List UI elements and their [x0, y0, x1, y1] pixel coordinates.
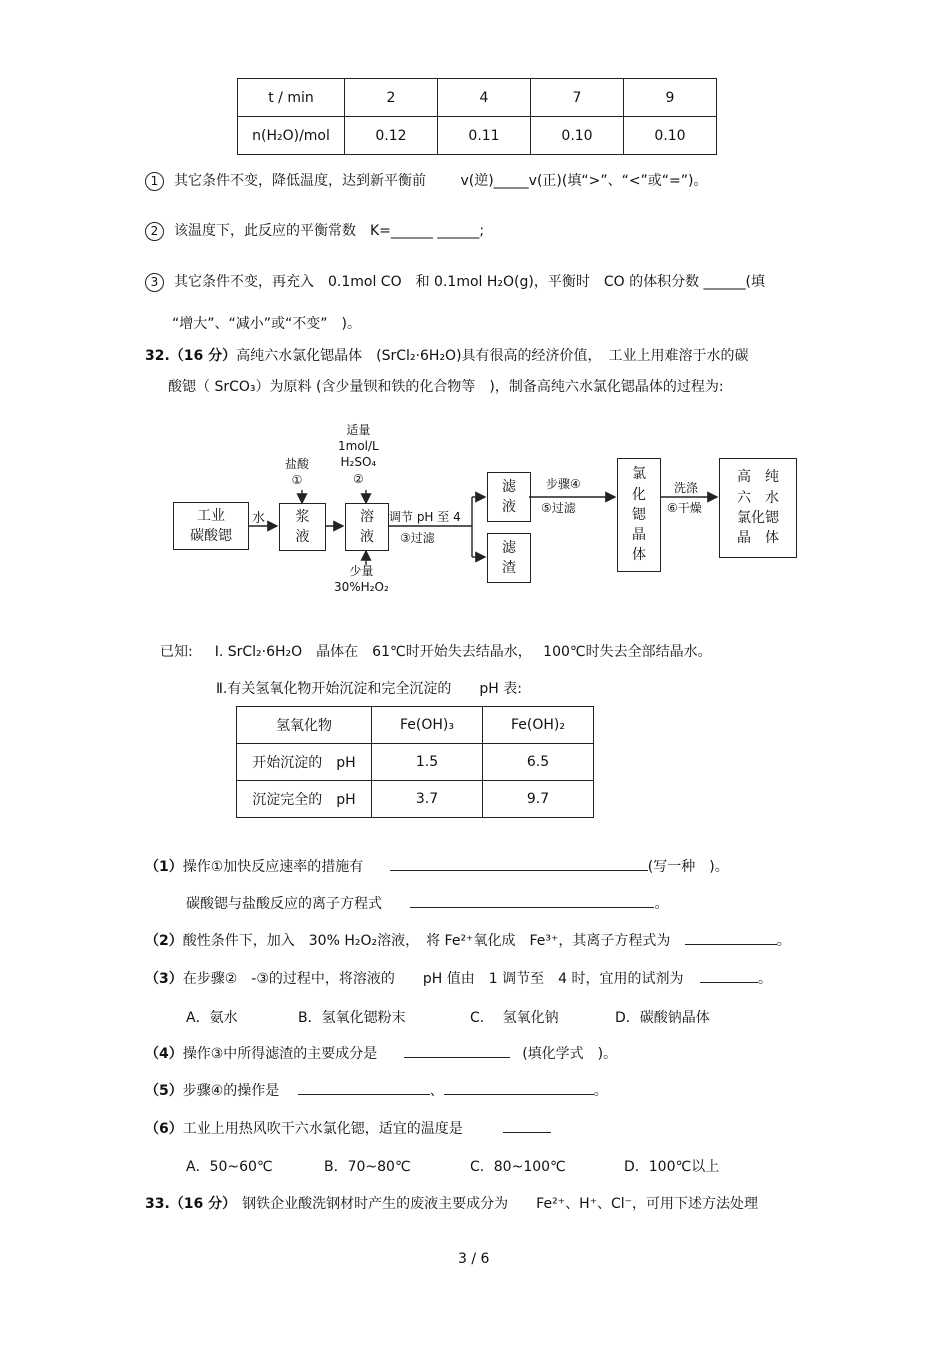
option[interactable]: B．70~80℃ [324, 1159, 411, 1175]
sub-text: (写一种 )。 [647, 859, 729, 875]
q32-sub-1b [186, 893, 668, 913]
question-text: 高纯六水氯化锶晶体 (SrCl₂·6H₂O)具有很高的经济价值， 工业上用难溶于水的碳 [236, 348, 749, 364]
answer-blank[interactable] [685, 944, 777, 945]
known-i [160, 641, 712, 661]
sub-text: (填化学式 )。 [522, 1046, 618, 1062]
sub-number: （6） [145, 1121, 183, 1137]
table-cell: t / min [238, 79, 345, 117]
q32-sub-4 [145, 1043, 617, 1063]
known-ii: Ⅱ.有关氢氧化物开始沉淀和完全沉淀的 pH 表: [216, 681, 522, 697]
table-cell: n(H₂O)/mol [238, 117, 345, 155]
q32-sub-6-options [186, 1156, 719, 1176]
box-srcl2-crystal: 氯 化 锶 晶 体 [617, 458, 661, 572]
box-residue: 滤 渣 [487, 533, 531, 583]
sub-text: 操作③中所得滤渣的主要成分是 [182, 1046, 378, 1062]
label-filter-5: ⑤过滤 [541, 501, 576, 515]
question-text: 酸锶（ SrCO₃）为原料 (含少量钡和铁的化合物等 )，制备高纯六水氯化锶晶体的过程为: [168, 379, 724, 395]
option[interactable]: D．碳酸钠晶体 [615, 1010, 710, 1026]
answer-blank[interactable] [700, 982, 758, 983]
table-cell: 7 [531, 79, 624, 117]
label-adjust-ph: 调节 pH 至 4 [389, 510, 461, 524]
item-text: v(逆)_____v(正)(填“>”、“<”或“=”)。 [460, 173, 708, 189]
option[interactable]: C. 氢氧化钠 [470, 1010, 559, 1026]
sub-number: （1） [145, 859, 183, 875]
question-number: 33.（16 分） [145, 1196, 237, 1212]
table-cell: Fe(OH)₂ [483, 707, 594, 744]
box-final-product: 高 纯 六 水 氯化锶 晶 体 [719, 458, 797, 558]
label-filter-3: ③过滤 [400, 531, 435, 545]
label-dry: ⑥干燥 [667, 501, 702, 515]
sub-text: 步骤④的操作是 [182, 1083, 280, 1099]
answer-blank[interactable] [298, 1094, 430, 1095]
sub-text: 操作①加快反应速率的措施有 [182, 859, 364, 875]
hydroxide-ph-table [236, 706, 594, 818]
table-cell: 0.10 [624, 117, 717, 155]
table-cell: 沉淀完全的 pH [237, 781, 372, 818]
label-water: 水 [252, 511, 266, 526]
item-number: 1 [145, 172, 164, 191]
box-solution: 溶 液 [345, 503, 389, 551]
item-text: 其它条件不变，再充入 0.1mol CO 和 0.1mol H₂O(g)，平衡时 CO 的体积分数 ______(填 [174, 274, 765, 290]
box-raw-srco3: 工业 碳酸锶 [173, 502, 249, 550]
item-text: 其它条件不变，降低温度，达到新平衡前 [174, 173, 426, 189]
table-cell: 1.5 [372, 744, 483, 781]
q32-sub-5 [145, 1080, 608, 1100]
q32-sub-3 [145, 968, 772, 988]
item-number: 2 [145, 222, 164, 241]
flow-arrows [0, 0, 950, 620]
sub-text: 酸性条件下，加入 30% H₂O₂溶液， 将 Fe²⁺氧化成 Fe³⁺，其离子方程式为 [182, 933, 671, 949]
table-cell: 0.12 [345, 117, 438, 155]
sub-text: 。 [757, 971, 772, 987]
table-cell: 6.5 [483, 744, 594, 781]
sub-text: 、 [429, 1083, 444, 1099]
sub-text: 在步骤② -③的过程中，将溶液的 pH 值由 1 调节至 4 时，宜用的试剂为 [182, 971, 684, 987]
table-cell: 4 [438, 79, 531, 117]
box-slurry: 浆 液 [279, 503, 326, 551]
q32-sub-1 [145, 856, 729, 876]
answer-blank[interactable] [390, 870, 648, 871]
box-filtrate: 滤 液 [487, 472, 531, 522]
table-cell: 0.11 [438, 117, 531, 155]
sub-text: 工业上用热风吹干六水氯化锶，适宜的温度是 [182, 1121, 463, 1137]
table-cell: 9 [624, 79, 717, 117]
label-hcl: 盐酸 ① [285, 457, 310, 488]
answer-blank[interactable] [503, 1132, 551, 1133]
sub-text: 碳酸锶与盐酸反应的离子方程式 [186, 896, 382, 912]
table-cell: 9.7 [483, 781, 594, 818]
sub-number: （5） [145, 1083, 183, 1099]
option[interactable]: A．氨水 [186, 1010, 238, 1026]
option[interactable]: B．氢氧化锶粉末 [298, 1010, 406, 1026]
question-text: 钢铁企业酸洗钢材时产生的废液主要成分为 Fe²⁺、H⁺、Cl⁻，可用下述方法处理 [242, 1196, 759, 1212]
table-cell: 2 [345, 79, 438, 117]
table-cell: 0.10 [531, 117, 624, 155]
question-number: 32.（16 分） [145, 348, 237, 364]
option[interactable]: C．80~100℃ [470, 1159, 566, 1175]
sub-text: 。 [776, 933, 791, 949]
q33-intro [145, 1193, 758, 1213]
sub-text: 。 [654, 896, 669, 912]
answer-blank[interactable] [410, 907, 654, 908]
known-text: Ⅰ. SrCl₂·6H₂O 晶体在 61℃时开始失去结晶水， 100℃时失去全部结晶水。 [214, 644, 712, 660]
item-number: 3 [145, 273, 164, 292]
table-cell: 3.7 [372, 781, 483, 818]
sub-number: （2） [145, 933, 183, 949]
known-label: 已知: [160, 644, 193, 660]
label-h2so4: 适量 1mol/L H₂SO₄ ② [338, 423, 379, 486]
sub-number: （3） [145, 971, 183, 987]
q32-sub-6 [145, 1118, 551, 1138]
option[interactable]: A．50~60℃ [186, 1159, 273, 1175]
table-cell: 开始沉淀的 pH [237, 744, 372, 781]
answer-blank[interactable] [404, 1057, 510, 1058]
table-cell: Fe(OH)₃ [372, 707, 483, 744]
sub-text: 。 [593, 1083, 608, 1099]
page-number: 3 / 6 [458, 1251, 490, 1267]
q32-sub-2 [145, 930, 791, 950]
label-wash: 洗涤 [674, 481, 699, 495]
item-text: 该温度下，此反应的平衡常数 K=______ ______; [174, 223, 485, 239]
sub-number: （4） [145, 1046, 183, 1062]
q31-item-3-cont: “增大”、“减小”或“不变” )。 [172, 316, 361, 332]
label-step-4: 步骤④ [546, 477, 581, 491]
answer-blank[interactable] [444, 1094, 594, 1095]
table-cell: 氢氧化物 [237, 707, 372, 744]
option[interactable]: D．100℃以上 [624, 1159, 720, 1175]
q32-sub-3-options [186, 1007, 710, 1027]
label-h2o2: 少量 30%H₂O₂ [334, 564, 389, 595]
